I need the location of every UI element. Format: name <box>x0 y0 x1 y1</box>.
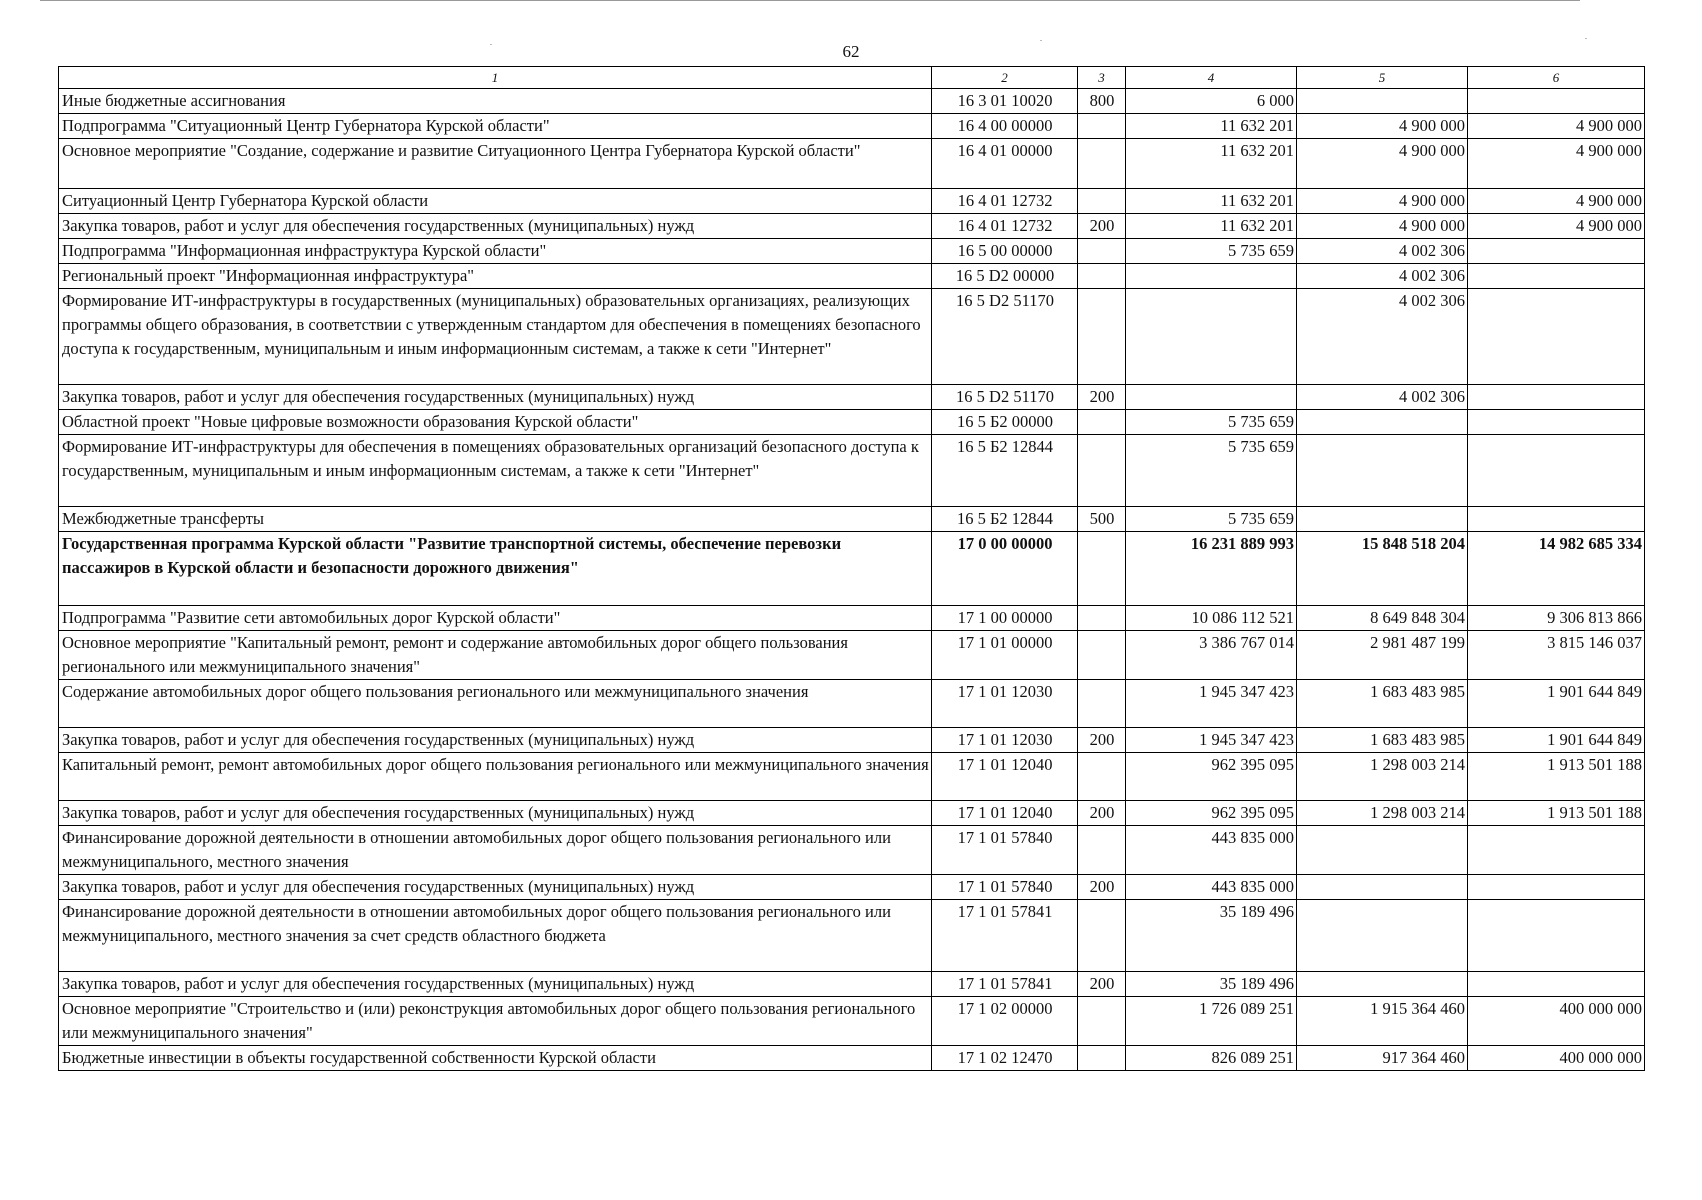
row-amount-2-cell: 4 002 306 <box>1297 289 1468 385</box>
row-amount-3-cell <box>1468 264 1645 289</box>
row-amount-1-cell: 11 632 201 <box>1126 189 1297 214</box>
table-row <box>59 972 1645 997</box>
row-name-cell: Региональный проект "Информационная инфраструктура" <box>59 264 932 289</box>
row-amount-2-cell: 1 298 003 214 <box>1297 753 1468 801</box>
row-amount-3-cell: 1 913 501 188 <box>1468 801 1645 826</box>
table-row <box>59 289 1645 385</box>
row-name-cell: Подпрограмма "Информационная инфраструктура Курской области" <box>59 239 932 264</box>
table-row <box>59 139 1645 189</box>
table-row <box>59 826 1645 875</box>
row-amount-2-cell: 4 002 306 <box>1297 385 1468 410</box>
row-amount-3-cell <box>1468 410 1645 435</box>
row-amount-3-cell: 4 900 000 <box>1468 189 1645 214</box>
row-amount-1-cell <box>1126 289 1297 385</box>
row-name-cell: Ситуационный Центр Губернатора Курской области <box>59 189 932 214</box>
row-name-cell: Межбюджетные трансферты <box>59 507 932 532</box>
row-code-cell: 17 1 01 00000 <box>932 631 1078 680</box>
row-vr-cell: 200 <box>1078 875 1126 900</box>
table-row <box>59 631 1645 680</box>
row-amount-3-cell: 1 913 501 188 <box>1468 753 1645 801</box>
row-vr-cell <box>1078 410 1126 435</box>
row-amount-2-cell <box>1297 410 1468 435</box>
row-vr-cell: 800 <box>1078 89 1126 114</box>
row-code-cell: 17 1 01 57840 <box>932 875 1078 900</box>
row-amount-3-cell: 4 900 000 <box>1468 214 1645 239</box>
row-vr-cell <box>1078 264 1126 289</box>
header-row <box>59 67 1645 89</box>
row-amount-1-cell <box>1126 385 1297 410</box>
table-row <box>59 214 1645 239</box>
row-code-cell: 16 3 01 10020 <box>932 89 1078 114</box>
row-amount-3-cell <box>1468 972 1645 997</box>
row-amount-1-cell: 11 632 201 <box>1126 139 1297 189</box>
row-name-cell: Основное мероприятие "Капитальный ремонт, ремонт и содержание автомобильных дорог общего пользования регионального или межмуниципального значения" <box>59 631 932 680</box>
row-amount-3-cell <box>1468 89 1645 114</box>
row-vr-cell <box>1078 997 1126 1046</box>
row-vr-cell <box>1078 114 1126 139</box>
row-name-cell: Содержание автомобильных дорог общего пользования регионального или межмуниципального значения <box>59 680 932 728</box>
table-row <box>59 189 1645 214</box>
row-name-cell: Основное мероприятие "Создание, содержание и развитие Ситуационного Центра Губернатора Курской области" <box>59 139 932 189</box>
row-vr-cell <box>1078 631 1126 680</box>
row-code-cell: 16 4 00 00000 <box>932 114 1078 139</box>
table-row <box>59 680 1645 728</box>
table-row <box>59 801 1645 826</box>
row-amount-3-cell <box>1468 435 1645 507</box>
row-amount-1-cell: 3 386 767 014 <box>1126 631 1297 680</box>
col-header-name: 1 <box>59 67 932 89</box>
row-amount-1-cell: 35 189 496 <box>1126 972 1297 997</box>
row-name-cell: Закупка товаров, работ и услуг для обеспечения государственных (муниципальных) нужд <box>59 728 932 753</box>
row-vr-cell <box>1078 139 1126 189</box>
table-row <box>59 114 1645 139</box>
row-amount-2-cell: 917 364 460 <box>1297 1046 1468 1071</box>
row-name-cell: Бюджетные инвестиции в объекты государственной собственности Курской области <box>59 1046 932 1071</box>
row-vr-cell: 200 <box>1078 214 1126 239</box>
row-name-cell: Финансирование дорожной деятельности в отношении автомобильных дорог общего пользования регионального или межмуниципального, местного значения за счет средств областного бюджета <box>59 900 932 972</box>
row-amount-2-cell <box>1297 89 1468 114</box>
table-row <box>59 239 1645 264</box>
row-code-cell: 16 5 D2 51170 <box>932 385 1078 410</box>
table-row <box>59 507 1645 532</box>
col-header-amount-1: 4 <box>1126 67 1297 89</box>
row-name-cell: Финансирование дорожной деятельности в отношении автомобильных дорог общего пользования регионального или межмуниципального, местного значения <box>59 826 932 875</box>
row-amount-3-cell: 1 901 644 849 <box>1468 680 1645 728</box>
scan-speck <box>1585 38 1587 39</box>
row-code-cell: 16 5 00 00000 <box>932 239 1078 264</box>
row-vr-cell <box>1078 435 1126 507</box>
row-amount-1-cell: 6 000 <box>1126 89 1297 114</box>
row-name-cell: Формирование ИТ-инфраструктуры для обеспечения в помещениях образовательных организаций безопасного доступа к государственным, муниципальным и иным информационным системам, а также к сети "Интернет" <box>59 435 932 507</box>
row-amount-1-cell: 1 726 089 251 <box>1126 997 1297 1046</box>
table-row <box>59 728 1645 753</box>
col-header-amount-2: 5 <box>1297 67 1468 89</box>
col-header-vr: 3 <box>1078 67 1126 89</box>
row-vr-cell <box>1078 900 1126 972</box>
row-code-cell: 17 1 01 12030 <box>932 680 1078 728</box>
row-name-cell: Закупка товаров, работ и услуг для обеспечения государственных (муниципальных) нужд <box>59 972 932 997</box>
row-amount-2-cell: 4 900 000 <box>1297 189 1468 214</box>
table-row <box>59 532 1645 606</box>
row-code-cell: 16 5 Б2 12844 <box>932 507 1078 532</box>
row-amount-2-cell: 4 002 306 <box>1297 264 1468 289</box>
row-amount-3-cell: 3 815 146 037 <box>1468 631 1645 680</box>
row-code-cell: 16 4 01 12732 <box>932 189 1078 214</box>
row-amount-3-cell: 1 901 644 849 <box>1468 728 1645 753</box>
row-amount-1-cell: 5 735 659 <box>1126 410 1297 435</box>
row-amount-3-cell <box>1468 385 1645 410</box>
row-code-cell: 17 1 01 12040 <box>932 801 1078 826</box>
row-amount-2-cell: 1 298 003 214 <box>1297 801 1468 826</box>
row-name-cell: Закупка товаров, работ и услуг для обеспечения государственных (муниципальных) нужд <box>59 214 932 239</box>
row-vr-cell: 500 <box>1078 507 1126 532</box>
row-amount-1-cell: 962 395 095 <box>1126 753 1297 801</box>
table-row <box>59 875 1645 900</box>
row-vr-cell <box>1078 189 1126 214</box>
row-vr-cell <box>1078 289 1126 385</box>
row-vr-cell <box>1078 753 1126 801</box>
row-amount-3-cell <box>1468 507 1645 532</box>
row-amount-2-cell: 4 002 306 <box>1297 239 1468 264</box>
row-amount-3-cell: 4 900 000 <box>1468 139 1645 189</box>
row-amount-1-cell: 10 086 112 521 <box>1126 606 1297 631</box>
row-amount-3-cell <box>1468 900 1645 972</box>
table-row <box>59 900 1645 972</box>
row-amount-2-cell: 4 900 000 <box>1297 139 1468 189</box>
table-row <box>59 997 1645 1046</box>
row-vr-cell: 200 <box>1078 385 1126 410</box>
table-row <box>59 753 1645 801</box>
row-amount-3-cell: 400 000 000 <box>1468 1046 1645 1071</box>
row-name-cell: Подпрограмма "Развитие сети автомобильных дорог Курской области" <box>59 606 932 631</box>
row-code-cell: 17 1 02 00000 <box>932 997 1078 1046</box>
table-row <box>59 385 1645 410</box>
row-amount-3-cell <box>1468 289 1645 385</box>
col-header-code: 2 <box>932 67 1078 89</box>
row-amount-1-cell: 11 632 201 <box>1126 114 1297 139</box>
row-code-cell: 17 1 01 57840 <box>932 826 1078 875</box>
table-row <box>59 410 1645 435</box>
row-code-cell: 16 5 D2 51170 <box>932 289 1078 385</box>
row-amount-2-cell: 15 848 518 204 <box>1297 532 1468 606</box>
page-number: 62 <box>842 42 860 61</box>
row-code-cell: 17 1 01 57841 <box>932 972 1078 997</box>
row-code-cell: 17 0 00 00000 <box>932 532 1078 606</box>
table-row <box>59 435 1645 507</box>
row-amount-3-cell: 4 900 000 <box>1468 114 1645 139</box>
row-amount-1-cell: 443 835 000 <box>1126 875 1297 900</box>
row-code-cell: 16 5 D2 00000 <box>932 264 1078 289</box>
row-name-cell: Областной проект "Новые цифровые возможности образования Курской области" <box>59 410 932 435</box>
row-amount-2-cell <box>1297 435 1468 507</box>
row-name-cell: Капитальный ремонт, ремонт автомобильных дорог общего пользования регионального или межмуниципального значения <box>59 753 932 801</box>
row-vr-cell <box>1078 680 1126 728</box>
row-name-cell: Закупка товаров, работ и услуг для обеспечения государственных (муниципальных) нужд <box>59 385 932 410</box>
row-amount-1-cell: 826 089 251 <box>1126 1046 1297 1071</box>
row-code-cell: 17 1 00 00000 <box>932 606 1078 631</box>
scan-top-edge <box>40 0 1580 1</box>
row-amount-3-cell <box>1468 826 1645 875</box>
row-amount-1-cell: 11 632 201 <box>1126 214 1297 239</box>
row-code-cell: 16 5 Б2 12844 <box>932 435 1078 507</box>
row-amount-3-cell <box>1468 875 1645 900</box>
row-vr-cell: 200 <box>1078 972 1126 997</box>
table-row <box>59 89 1645 114</box>
row-name-cell: Иные бюджетные ассигнования <box>59 89 932 114</box>
row-amount-1-cell: 16 231 889 993 <box>1126 532 1297 606</box>
table-row <box>59 1046 1645 1071</box>
row-code-cell: 16 4 01 12732 <box>932 214 1078 239</box>
row-code-cell: 16 4 01 00000 <box>932 139 1078 189</box>
row-vr-cell <box>1078 239 1126 264</box>
col-header-amount-3: 6 <box>1468 67 1645 89</box>
row-amount-1-cell <box>1126 264 1297 289</box>
row-amount-1-cell: 443 835 000 <box>1126 826 1297 875</box>
row-amount-1-cell: 962 395 095 <box>1126 801 1297 826</box>
row-code-cell: 17 1 02 12470 <box>932 1046 1078 1071</box>
scan-speck <box>1040 40 1042 41</box>
row-amount-1-cell: 5 735 659 <box>1126 239 1297 264</box>
row-amount-2-cell: 4 900 000 <box>1297 114 1468 139</box>
row-amount-3-cell: 400 000 000 <box>1468 997 1645 1046</box>
row-amount-3-cell <box>1468 239 1645 264</box>
row-name-cell: Государственная программа Курской области "Развитие транспортной системы, обеспечение перевозки пассажиров в Курской области и безопасности дорожного движения" <box>59 532 932 606</box>
row-amount-2-cell: 8 649 848 304 <box>1297 606 1468 631</box>
row-vr-cell: 200 <box>1078 801 1126 826</box>
row-amount-3-cell: 9 306 813 866 <box>1468 606 1645 631</box>
row-amount-1-cell: 5 735 659 <box>1126 507 1297 532</box>
row-amount-2-cell: 1 683 483 985 <box>1297 728 1468 753</box>
row-name-cell: Основное мероприятие "Строительство и (или) реконструкция автомобильных дорог общего пользования регионального или межмуниципального значения" <box>59 997 932 1046</box>
row-code-cell: 17 1 01 12040 <box>932 753 1078 801</box>
row-amount-1-cell: 5 735 659 <box>1126 435 1297 507</box>
row-amount-2-cell <box>1297 900 1468 972</box>
table-row <box>59 606 1645 631</box>
row-name-cell: Закупка товаров, работ и услуг для обеспечения государственных (муниципальных) нужд <box>59 801 932 826</box>
row-amount-2-cell <box>1297 972 1468 997</box>
row-name-cell: Закупка товаров, работ и услуг для обеспечения государственных (муниципальных) нужд <box>59 875 932 900</box>
row-amount-1-cell: 1 945 347 423 <box>1126 680 1297 728</box>
row-amount-2-cell <box>1297 875 1468 900</box>
row-amount-2-cell: 2 981 487 199 <box>1297 631 1468 680</box>
row-vr-cell: 200 <box>1078 728 1126 753</box>
row-amount-1-cell: 35 189 496 <box>1126 900 1297 972</box>
row-amount-2-cell: 1 683 483 985 <box>1297 680 1468 728</box>
row-amount-1-cell: 1 945 347 423 <box>1126 728 1297 753</box>
row-vr-cell <box>1078 1046 1126 1071</box>
budget-table <box>58 66 1645 1071</box>
row-vr-cell <box>1078 606 1126 631</box>
row-amount-2-cell: 1 915 364 460 <box>1297 997 1468 1046</box>
row-code-cell: 17 1 01 57841 <box>932 900 1078 972</box>
row-vr-cell <box>1078 532 1126 606</box>
row-code-cell: 17 1 01 12030 <box>932 728 1078 753</box>
row-name-cell: Подпрограмма "Ситуационный Центр Губернатора Курской области" <box>59 114 932 139</box>
row-amount-2-cell: 4 900 000 <box>1297 214 1468 239</box>
row-name-cell: Формирование ИТ-инфраструктуры в государственных (муниципальных) образовательных организациях, реализующих программы общего образования, в соответствии с утвержденным стандартом для обеспечения в помещениях безопасного доступа к государственным, муниципальным и иным информационным системам, а также к сети "Интернет" <box>59 289 932 385</box>
row-amount-2-cell <box>1297 507 1468 532</box>
row-amount-3-cell: 14 982 685 334 <box>1468 532 1645 606</box>
row-vr-cell <box>1078 826 1126 875</box>
row-code-cell: 16 5 Б2 00000 <box>932 410 1078 435</box>
row-amount-2-cell <box>1297 826 1468 875</box>
table-row <box>59 264 1645 289</box>
